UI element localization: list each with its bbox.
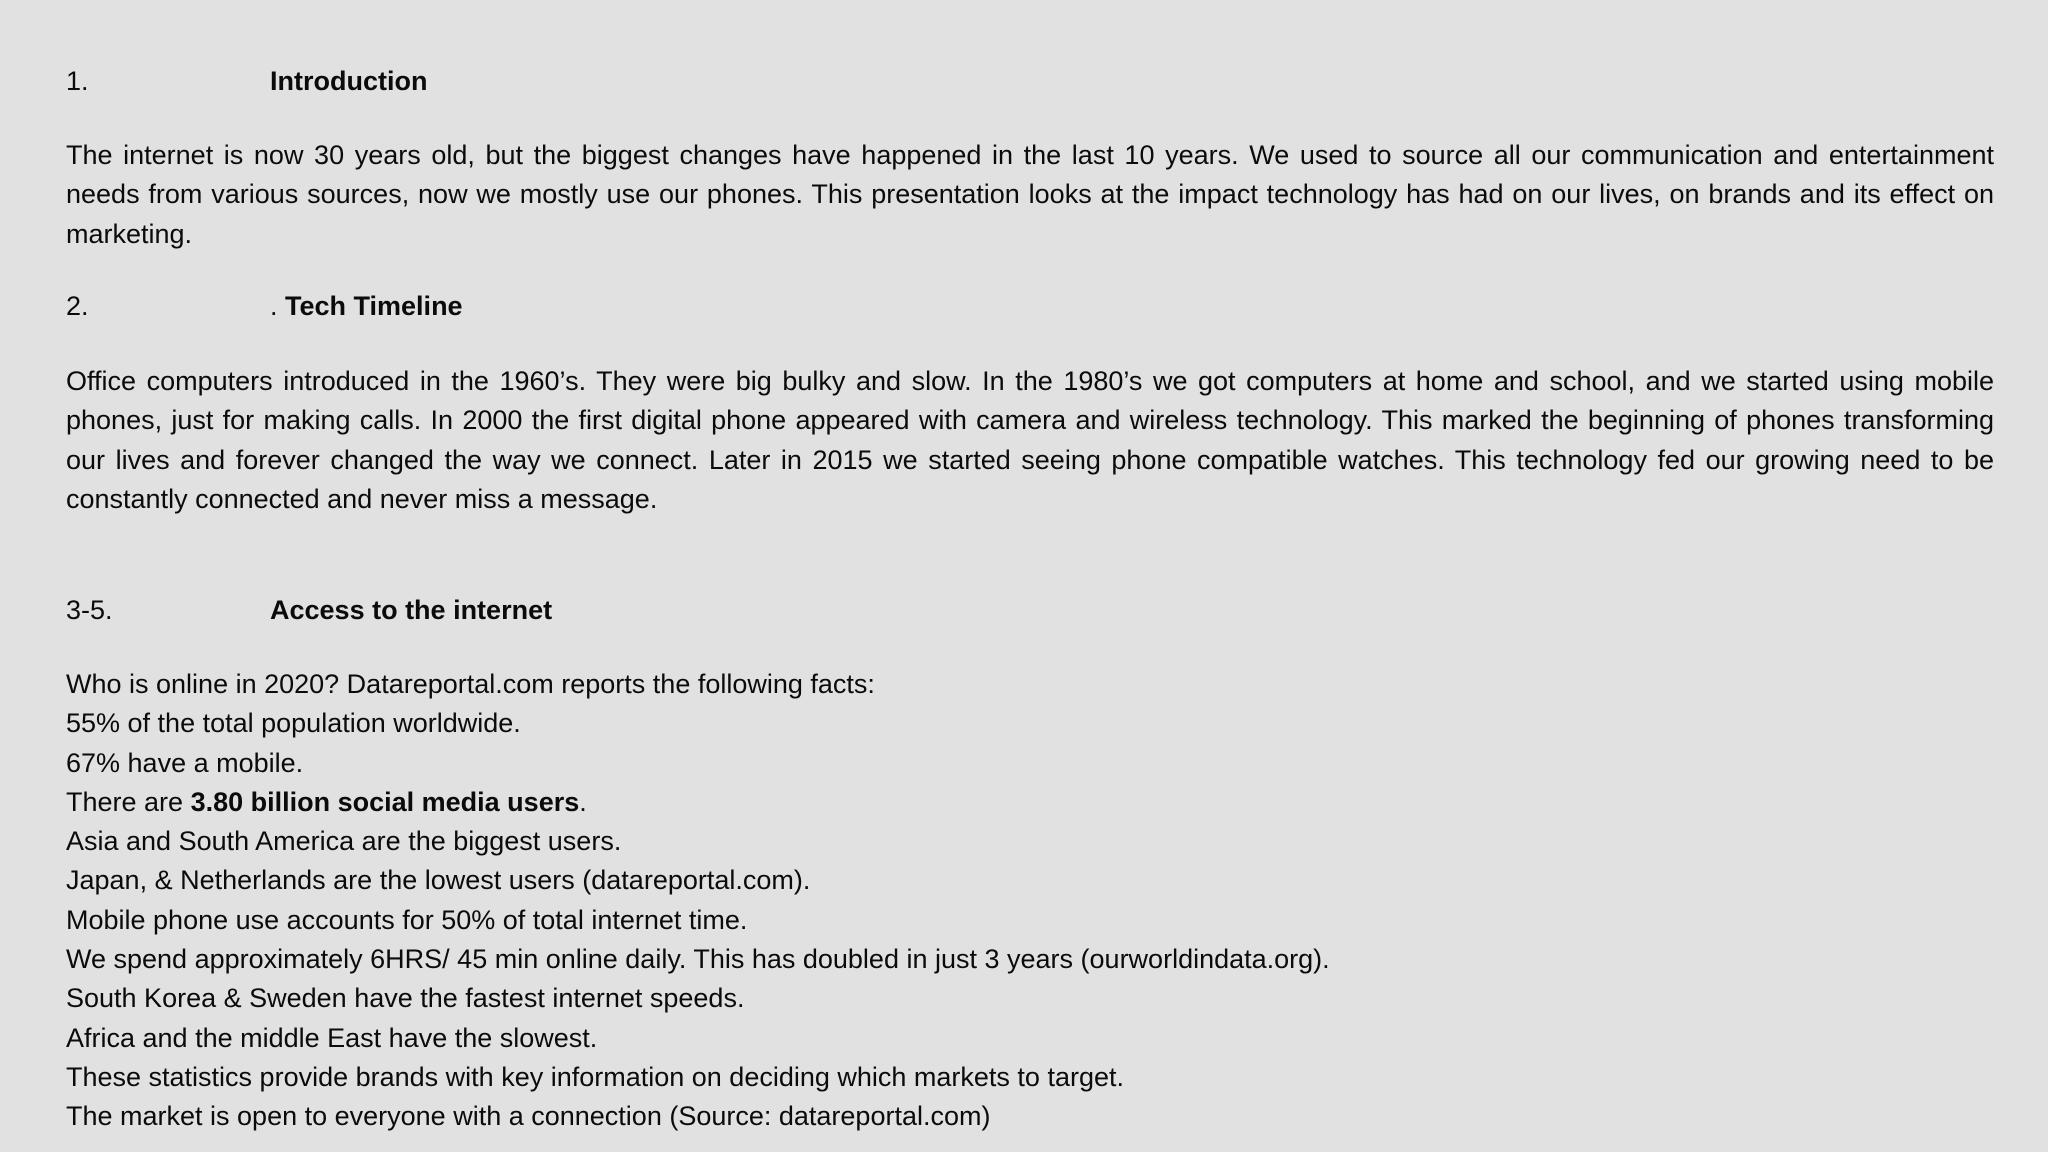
fact-line: 67% have a mobile. <box>66 747 304 778</box>
section-number: 2. <box>66 291 89 321</box>
section-2-paragraph <box>66 362 1994 519</box>
fact-highlight: 3.80 billion social media users <box>190 786 580 817</box>
fact-line: Africa and the middle East have the slowest. <box>66 1022 598 1053</box>
fact-line: The market is open to everyone with a connection (Source: datareportal.com) <box>66 1101 991 1132</box>
fact-text: There are <box>66 786 191 817</box>
fact-line: Asia and South America are the biggest users. <box>66 826 622 857</box>
fact-line: Japan, & Netherlands are the lowest users (datareportal.com). <box>66 865 811 896</box>
section-number: 1. <box>66 66 89 96</box>
fact-line: 55% of the total population worldwide. <box>66 708 521 739</box>
section-title: Introduction <box>270 66 428 96</box>
fact-line: We spend approximately 6HRS/ 45 min online daily. This has doubled in just 3 years (ourworldindata.org). <box>66 944 1330 975</box>
fact-text: . <box>579 786 587 817</box>
section-1-paragraph <box>66 136 1994 254</box>
section-title-prefix: . <box>270 291 286 321</box>
section-number: 3-5. <box>66 595 113 625</box>
fact-line-social-media <box>66 783 1994 822</box>
section-2-heading <box>66 293 463 320</box>
paragraph-text: Office computers introduced in the 1960’s. They were big bulky and slow. In the 1980’s we got computers at home and school, and we started using mobile phones, just for making calls. In 2000 the first digital phone appeared with camera and wireless technology. This marked the beginning of phones transforming our lives and forever changed the way we connect. Later in 2015 we started seeing phone compatible watches. This technology fed our growing need to be constantly connected and never miss a message. <box>66 366 1994 514</box>
section-1-heading <box>66 68 427 95</box>
section-3-facts <box>66 665 1994 1137</box>
fact-line: Who is online in 2020? Datareportal.com reports the following facts: <box>66 669 875 699</box>
fact-line: Mobile phone use accounts for 50% of total internet time. <box>66 904 748 935</box>
fact-line: These statistics provide brands with key information on deciding which markets to target. <box>66 1061 1124 1092</box>
fact-line: South Korea & Sweden have the fastest internet speeds. <box>66 983 745 1014</box>
paragraph-text: The internet is now 30 years old, but the biggest changes have happened in the last 10 years. We used to source all our communication and entertainment needs from various sources, now we mostly use our phones. This presentation looks at the impact technology has had on our lives, on brands and its effect on marketing. <box>66 140 1994 249</box>
section-3-heading <box>66 597 552 624</box>
section-title: Tech Timeline <box>285 291 463 321</box>
section-title: Access to the internet <box>270 595 553 625</box>
